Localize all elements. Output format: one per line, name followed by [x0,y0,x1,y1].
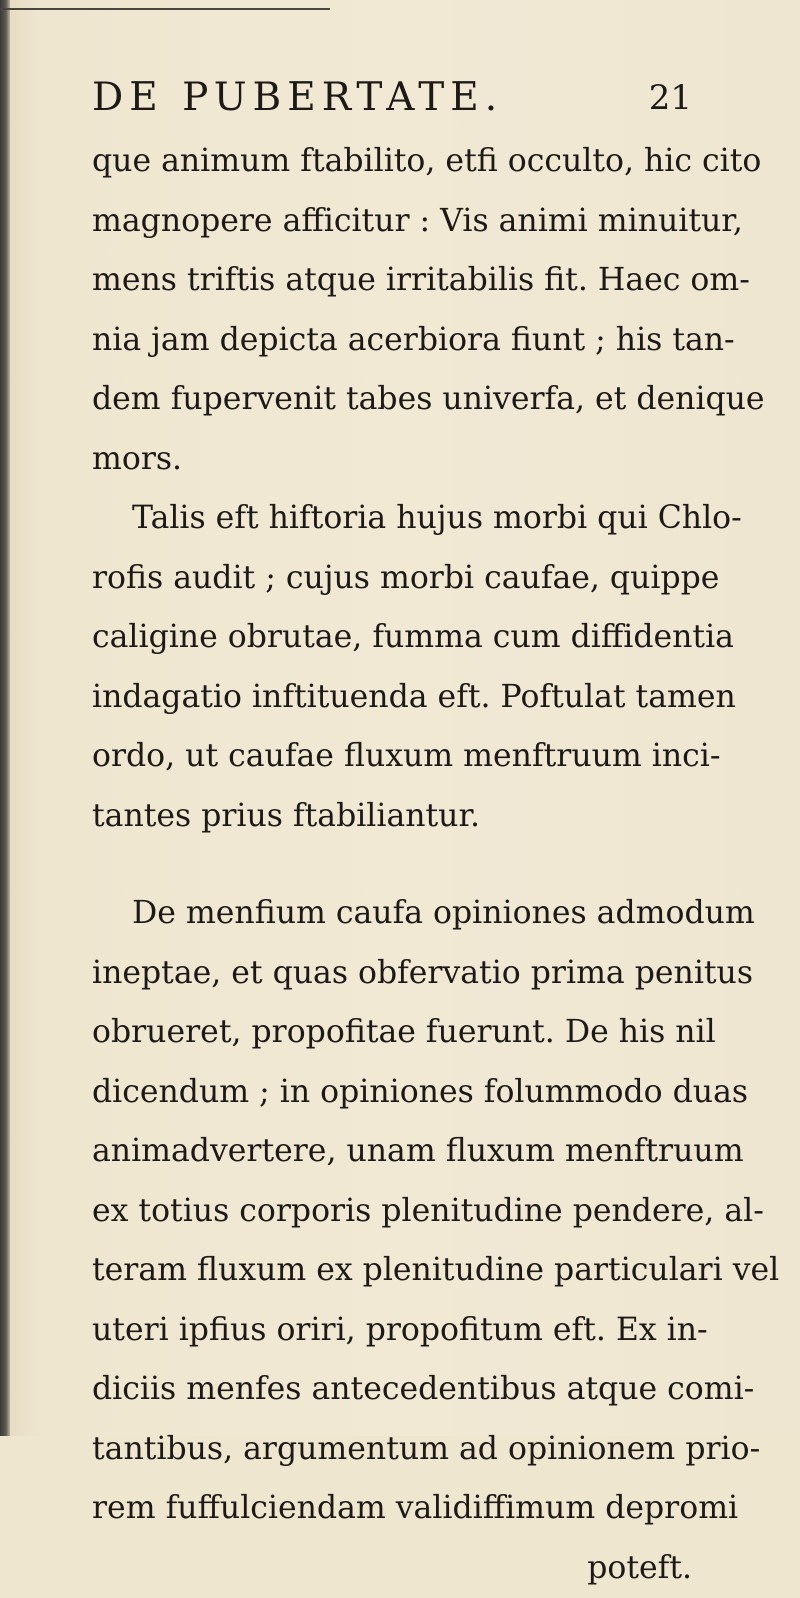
text-line: dem fupervenit tabes univerfa, et denique [92,370,692,430]
text-line: tantes prius ftabiliantur. [92,787,692,847]
text-line: diciis menfes antecedentibus atque comi- [92,1360,692,1420]
text-line: mens triftis atque irritabilis fit. Haec om- [92,251,692,311]
paragraph [92,489,692,846]
running-title: DE PUBERTATE. [92,68,503,128]
text-line: animadvertere, unam fluxum menftruum [92,1122,692,1182]
text-line: De menfium caufa opiniones admodum [92,884,692,944]
page-number: 21 [649,68,692,128]
text-line: uteri ipfius oriri, propofitum eft. Ex in- [92,1301,692,1361]
text-line: rofis audit ; cujus morbi caufae, quippe [92,549,692,609]
page-header [92,68,692,128]
text-line: ordo, ut caufae fluxum menftruum inci- [92,727,692,787]
paragraph-gap [92,846,692,884]
text-line: indagatio inftituenda eft. Poftulat tamen [92,668,692,728]
text-line: ex totius corporis plenitudine pendere, al- [92,1182,692,1242]
text-line: Talis eft hiftoria hujus morbi qui Chlo- [92,489,692,549]
page-text [92,132,692,1598]
catchword: poteft. [92,1539,692,1598]
paragraph [92,884,692,1598]
text-line: rem fuffulciendam validiffimum depromi [92,1479,692,1539]
text-line: tantibus, argumentum ad opinionem prio- [92,1420,692,1480]
text-line: magnopere afficitur : Vis animi minuitur, [92,192,692,252]
page-binding-edge [0,0,10,1436]
text-line: teram fluxum ex plenitudine particulari vel [92,1241,692,1301]
paragraph [92,132,692,489]
top-rule [0,0,330,10]
text-line: que animum ftabilito, etfi occulto, hic cito [92,132,692,192]
text-line: mors. [92,430,692,490]
text-line: caligine obrutae, fumma cum diffidentia [92,608,692,668]
text-line: dicendum ; in opiniones folummodo duas [92,1063,692,1123]
text-line: nia jam depicta acerbiora fiunt ; his tan- [92,311,692,371]
text-line: obrueret, propofitae fuerunt. De his nil [92,1003,692,1063]
text-line: ineptae, et quas obfervatio prima penitus [92,944,692,1004]
